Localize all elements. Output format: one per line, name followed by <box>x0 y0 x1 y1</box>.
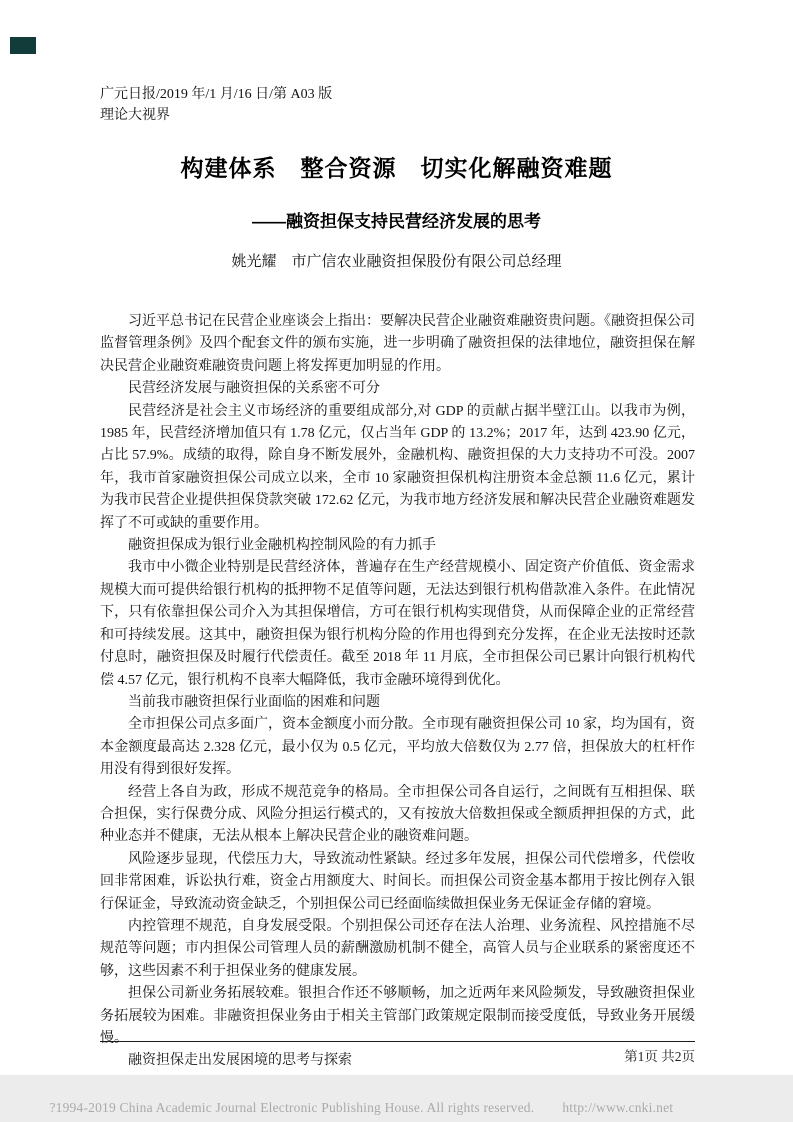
document-header <box>100 84 700 126</box>
paragraph: 担保公司新业务拓展较难。银担合作还不够顺畅，加之近两年来风险频发，导致融资担保业务拓展较为困难。非融资担保业务由于相关主管部门政策规定限制而接受度低，导致业务开展缓慢。 <box>100 986 695 1046</box>
paragraph: 经营上各自为政，形成不规范竞争的格局。全市担保公司各自运行，之间既有互相担保、联合担保，实行保费分成、风险分担运行模式的，又有按放大倍数担保或全额质押担保的方式，此种业态并不健康，无法从根本上解决民营企业的融资难问题。 <box>100 784 695 845</box>
section-heading: 民营经济发展与融资担保的关系密不可分 <box>128 381 380 397</box>
paragraph: 内控管理不规范，自身发展受限。个别担保公司还存在法人治理、业务流程、风控措施不尽规范等问题；市内担保公司管理人员的薪酬激励机制不健全，高管人员与企业联系的紧密度还不够，这些因素不利于担保业务的健康发展。 <box>100 918 695 979</box>
footer-divider <box>100 1041 695 1042</box>
column-line: 理论大视界 <box>100 108 170 123</box>
section-heading: 当前我市融资担保行业面临的困难和问题 <box>128 694 380 710</box>
paragraph: 习近平总书记在民营企业座谈会上指出：要解决民营企业融资难融资贵问题。《融资担保公司监督管理条例》及四个配套文件的颁布实施，进一步明确了融资担保的法律地位，融资担保在解决民营企业融资难融资贵问题上将发挥更加明显的作用。 <box>100 314 695 374</box>
article-body <box>100 311 695 1073</box>
page-indicator: 第1页 共2页 <box>624 1049 695 1064</box>
article-subtitle: ——融资担保支持民营经济发展的思考 <box>252 212 541 231</box>
article-title: 构建体系 整合资源 切实化解融资难题 <box>180 155 613 181</box>
paragraph: 民营经济是社会主义市场经济的重要组成部分,对 GDP 的贡献占据半壁江山。以我市为例，1985 年，民营经济增加值只有 1.78 亿元，仅占当年 GDP 的 13.2%；2017 年，达到 423.90 亿元，占比 57.9%。成绩的取得，除自身不断发展外，金融机构、融资担保的大力支持功不可没。2007 年，我市首家融资担保公司成立以来，全市 10 家融资担保机构注册资本金总额 11.6 亿元，累计为我市民营企业提供担保贷款突破 172.62 亿元，为我市地方经济发展和解决民营企业融资难题发挥了不可或缺的重要作用。 <box>100 403 695 531</box>
copyright-bar <box>0 1075 793 1122</box>
paragraph: 我市中小微企业特别是民营经济体，普遍存在生产经营规模小、固定资产价值低、资金需求规模大而可提供给银行机构的抵押物不足值等问题，无法达到银行机构借款准入条件。在此情况下，只有依靠担保公司介入为其担保增信，方可在银行机构实现借贷，从而保障企业的正常经营和可持续发展。这其中，融资担保为银行机构分险的作用也得到充分发挥，在企业无法按时还款付息时，融资担保及时履行代偿责任。截至 2018 年 11 月底，全市担保公司已累计向银行机构代偿 4.57 亿元，银行机构不良率大幅降低，我市金融环境得到优化。 <box>100 560 695 688</box>
copyright-line <box>28 1084 673 1122</box>
article-author: 姚光耀 市广信农业融资担保股份有限公司总经理 <box>231 254 562 270</box>
copyright-url: http://www.cnki.net <box>562 1100 674 1115</box>
section-heading: 融资担保成为银行业金融机构控制风险的有力抓手 <box>128 538 436 554</box>
source-line: 广元日报/2019 年/1 月/16 日/第 A03 版 <box>100 87 333 102</box>
section-heading: 融资担保走出发展困境的思考与探索 <box>128 1053 352 1069</box>
corner-mark <box>10 37 36 54</box>
paragraph: 风险逐步显现，代偿压力大，导致流动性紧缺。经过多年发展，担保公司代偿增多，代偿收回非常困难，诉讼执行难，资金占用额度大、时间长。而担保公司资金基本都用于按比例存入银行保证金，导致流动资金缺乏，个别担保公司已经面临续做担保业务无保证金存储的窘境。 <box>100 851 695 912</box>
copyright-text: ?1994-2019 China Academic Journal Electronic Publishing House. All rights reserved. <box>49 1100 535 1115</box>
paragraph: 全市担保公司点多面广，资本金额度小而分散。全市现有融资担保公司 10 家，均为国有，资本金额度最高达 2.328 亿元，最小仅为 0.5 亿元，平均放大倍数仅为 2.77 倍，担保放大的杠杆作用没有得到很好发挥。 <box>100 717 695 778</box>
